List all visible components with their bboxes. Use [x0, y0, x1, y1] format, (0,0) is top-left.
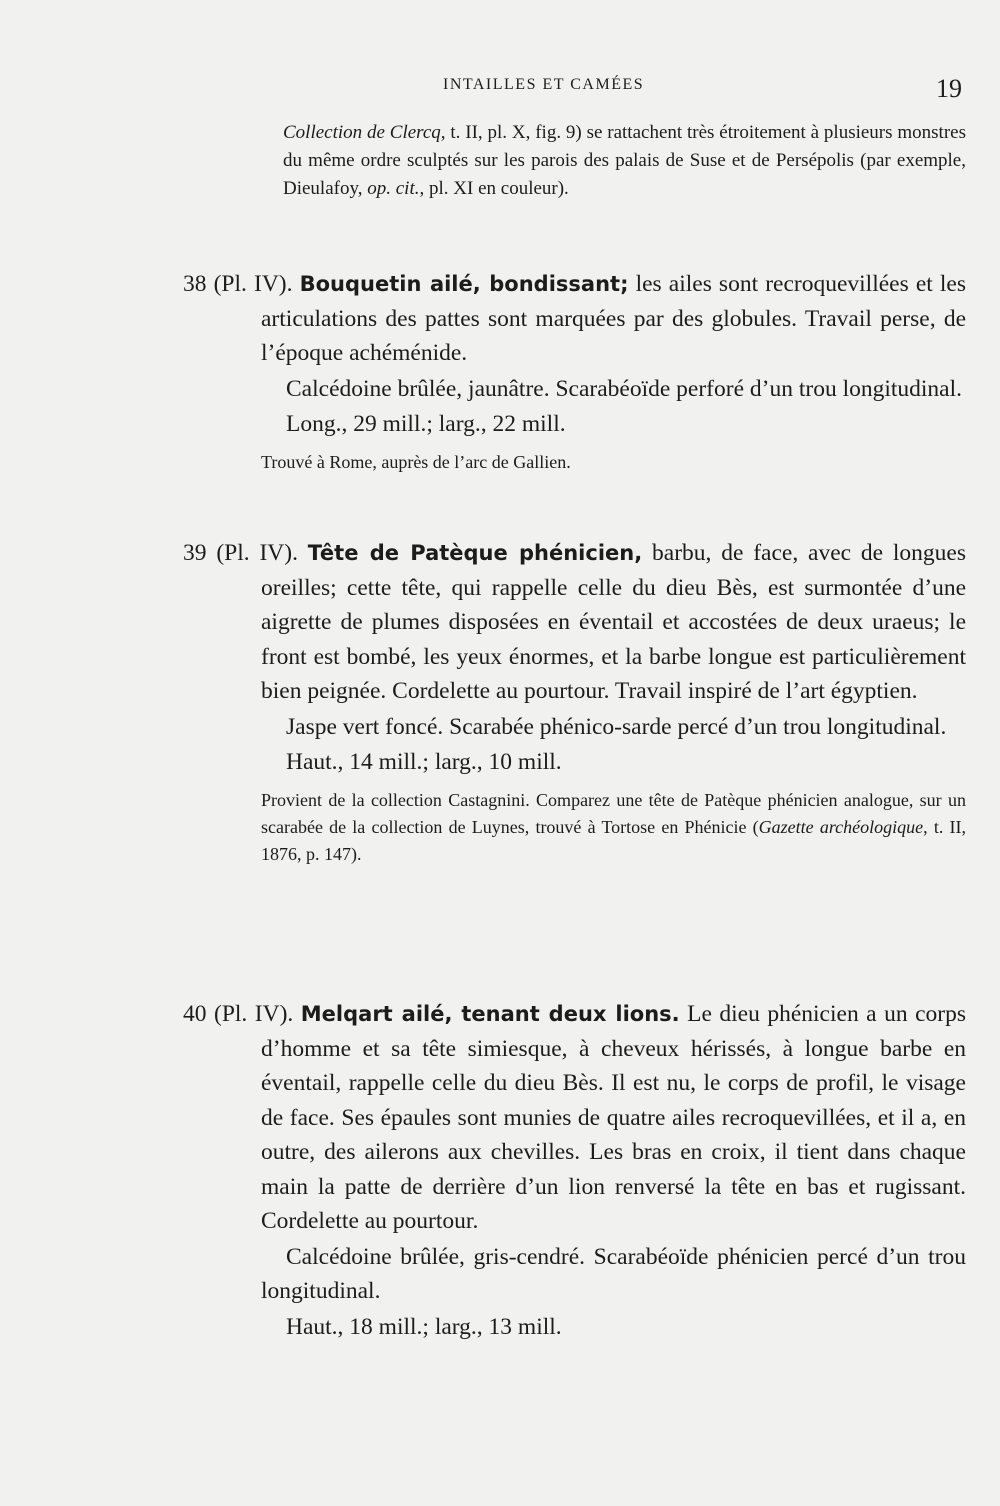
- catalog-entry-40: [183, 997, 966, 1344]
- provenance-italic-journal: Gazette archéologique: [758, 816, 924, 837]
- entry-description: [183, 536, 966, 709]
- entry-description: [183, 267, 966, 371]
- entry-description-text: Le dieu phénicien a un corps d’homme et sa tête simiesque, à cheveux hérissés, à longue barbe en éventail, rappelle celle du dieu Bès. Il est nu, le corps de profil, le visage de face. Ses épaules sont munies de quatre ailes recroquevillées, et il a, en outre, des ailerons aux chevilles. Les bras en croix, il tient dans chaque main la patte de derrière d’un lion renversé la tête en bas et rugissant. Cordelette au pourtour.: [261, 1001, 966, 1234]
- entry-dimensions: Long., 29 mill.; larg., 22 mill.: [286, 411, 566, 437]
- entry-number: 39 (Pl. IV).: [183, 540, 298, 566]
- entry-material: Calcédoine brûlée, jaunâtre. Scarabéoïde perforé d’un trou longitudinal.: [286, 375, 963, 402]
- provenance-text-b: , t. II, 1876, p. 147).: [261, 816, 966, 864]
- intro-text-a: t. II, pl. X, fig. 9) se rattachent très étroitement à plusieurs monstres du même ordre sculptés sur les parois des palais de Suse et de Persépolis (par exemple, Dieulafoy,: [283, 122, 966, 199]
- page-number: 19: [936, 74, 962, 103]
- entry-provenance: [183, 787, 966, 868]
- entry-description: [183, 997, 966, 1239]
- provenance-text-a: Provient de la collection Castagnini. Comparez une tête de Patèque phénicien analogue, sur un scarabée de la collection de Luynes, trouvé à Tortose en Phénicie (: [261, 789, 966, 837]
- entry-material: Calcédoine brûlée, gris-cendré. Scarabéoïde phénicien percé d’un trou longitudinal.: [261, 1243, 966, 1304]
- running-title: INTAILLES ET CAMÉES: [443, 76, 645, 93]
- intro-italic-reference: Collection de Clercq,: [283, 122, 446, 143]
- catalog-entry-38: [183, 267, 966, 476]
- entry-material: Jaspe vert foncé. Scarabée phénico-sarde percé d’un trou longitudinal.: [286, 713, 947, 740]
- entry-dimensions: Haut., 18 mill.; larg., 13 mill.: [286, 1313, 562, 1340]
- entry-title: Tête de Patèque phénicien,: [307, 541, 643, 565]
- entry-dimensions: Haut., 14 mill.; larg., 10 mill.: [286, 749, 562, 775]
- entry-provenance: Trouvé à Rome, auprès de l’arc de Gallien.: [261, 451, 571, 472]
- entry-description-text: barbu, de face, avec de longues oreilles; cette tête, qui rappelle celle du dieu Bès, est surmontée d’une aigrette de plumes disposées en éventail et accostées de deux uraeus; le front est bombé, les yeux énormes, et la barbe longue est particulièrement bien peignée. Cordelette au pourtour. Travail inspiré de l’art égyptien.: [261, 540, 967, 704]
- intro-text-b: , pl. XI en couleur).: [419, 178, 569, 199]
- entry-description-text: les ailes sont recroquevillées et les articulations des pattes sont marquées par des globules. Travail perse, de l’époque achéménide.: [261, 271, 967, 366]
- running-header: [0, 74, 1000, 104]
- entry-title: Melqart ailé, tenant deux lions.: [300, 1002, 680, 1026]
- entry-number: 38 (Pl. IV).: [183, 271, 293, 297]
- entry-number: 40 (Pl. IV).: [183, 1001, 294, 1027]
- intro-paragraph: [283, 119, 966, 203]
- catalog-entry-39: [183, 536, 966, 868]
- intro-italic-op-cit: op. cit.: [367, 178, 420, 199]
- entry-title: Bouquetin ailé, bondissant;: [299, 272, 629, 296]
